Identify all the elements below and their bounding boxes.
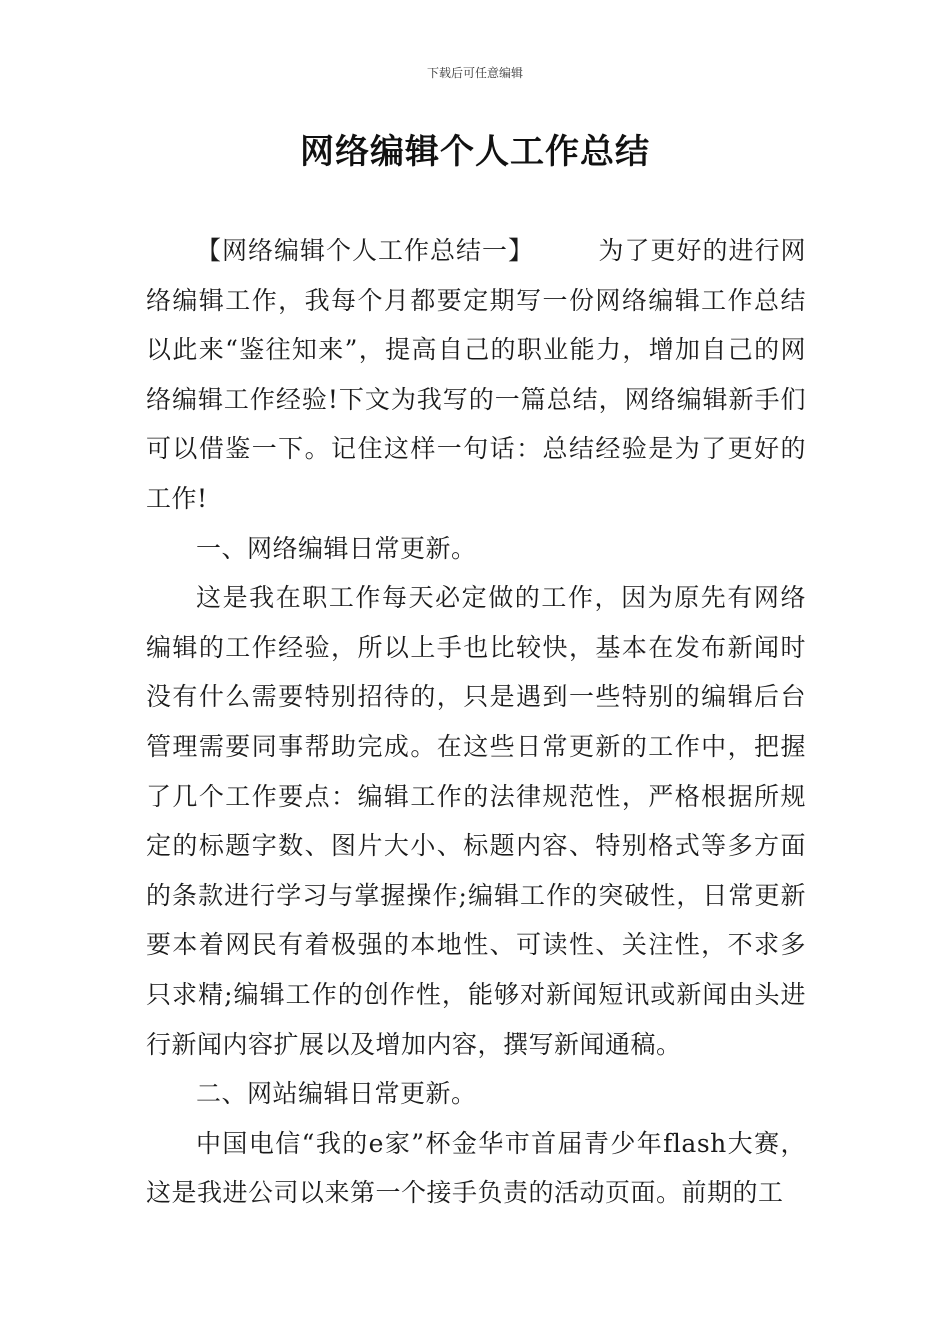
paragraph-text: 为了更好的进行网络编辑工作，我每个月都要定期写一份网络编辑工作总结以此来“鉴往知来”，提高自己的职业能力，增加自己的网络编辑工作经验!下文为我写的一篇总结，网络编辑新手们可以借鉴一下。记住这样一句话：总结经验是为了更好的工作!	[146, 236, 806, 513]
body-paragraph: 中国电信“我的e家”杯金华市首届青少年flash大赛，这是我进公司以来第一个接手负责的活动页面。前期的工	[146, 1128, 806, 1208]
heading-paragraph: 二、网站编辑日常更新。	[196, 1079, 477, 1109]
heading-paragraph: 一、网络编辑日常更新。	[196, 533, 477, 563]
intro-paragraph	[146, 226, 806, 524]
document-body	[146, 226, 806, 1218]
body-paragraph: 这是我在职工作每天必定做的工作，因为原先有网络编辑的工作经验，所以上手也比较快，基本在发布新闻时没有什么需要特别招待的，只是遇到一些特别的编辑后台管理需要同事帮助完成。在这些日常更新的工作中，把握了几个工作要点：编辑工作的法律规范性，严格根据所规定的标题字数、图片大小、标题内容、特别格式等多方面的条款进行学习与掌握操作;编辑工作的突破性，日常更新要本着网民有着极强的本地性、可读性、关注性，不求多只求精;编辑工作的创作性，能够对新闻短讯或新闻由头进行新闻内容扩展以及增加内容，撰写新闻通稿。	[146, 583, 806, 1059]
section-label: 【网络编辑个人工作总结一】	[196, 236, 534, 265]
document-title: 网络编辑个人工作总结	[300, 132, 650, 172]
header-note: 下载后可任意编辑	[426, 66, 523, 80]
